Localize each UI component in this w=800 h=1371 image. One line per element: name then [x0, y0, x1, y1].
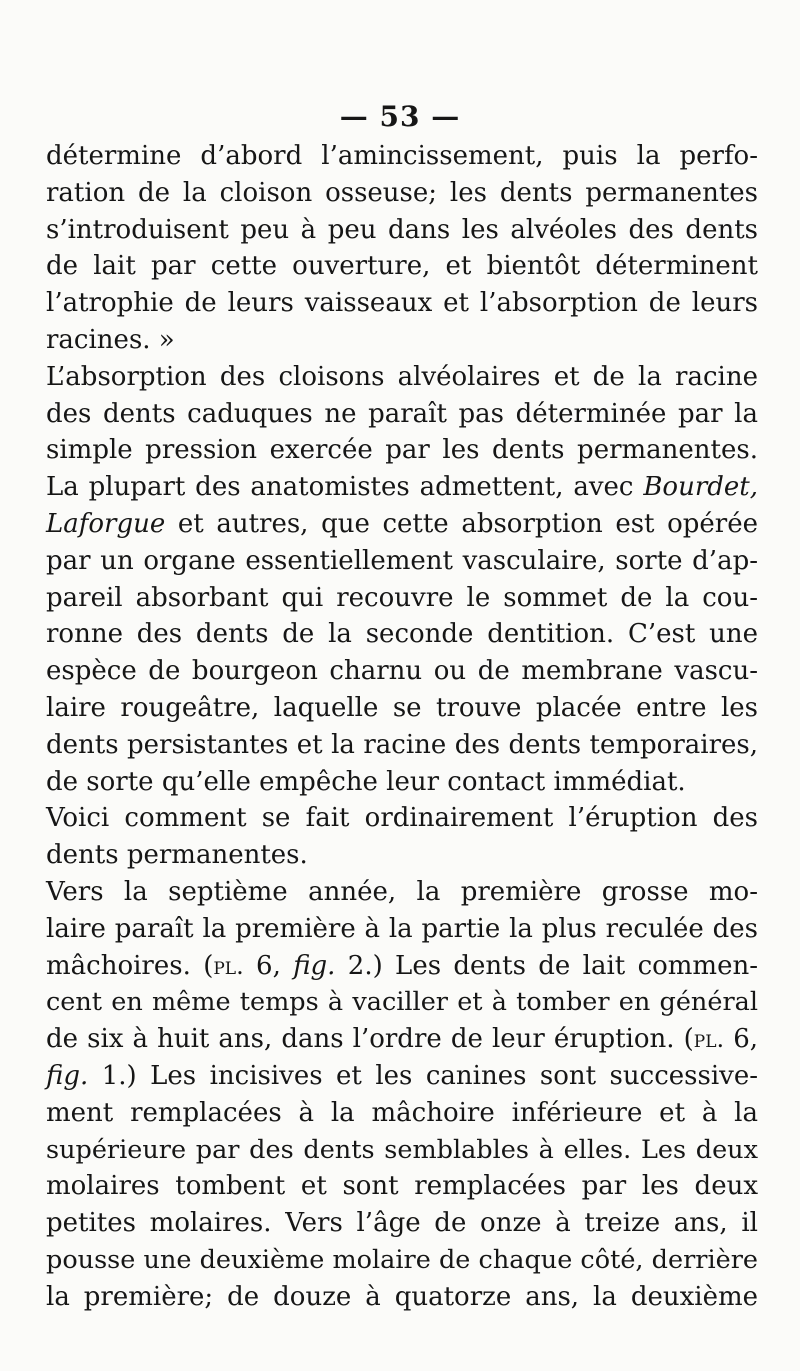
- text-line: [46, 837, 758, 874]
- text-line: [46, 1021, 758, 1058]
- text-span: ment remplacées à la mâchoire inférieure et à la: [46, 1097, 758, 1128]
- text-span: 6,: [724, 1024, 759, 1055]
- text-span: par un organe essentiellement vasculaire, sorte d’ap-: [46, 545, 758, 576]
- text-span: 6,: [243, 950, 294, 981]
- text-line: [46, 396, 758, 433]
- text-span: molaires tombent et sont remplacées par les deux: [46, 1171, 758, 1202]
- text-line: [46, 248, 758, 285]
- text-span: espèce de bourgeon charnu ou de membrane vascu-: [46, 656, 758, 687]
- text-line: [46, 874, 758, 911]
- text-line: [46, 1279, 758, 1316]
- text-line: [46, 580, 758, 617]
- text-line: [46, 359, 758, 396]
- text-line: [46, 727, 758, 764]
- text-span: supérieure par des dents semblables à elles. Les deux: [46, 1134, 758, 1165]
- text-span: des dents caduques ne paraît pas déterminée par la: [46, 398, 758, 429]
- text-span: cent en même temps à vaciller et à tomber en général: [46, 987, 758, 1018]
- text-span: Vers la septième année, la première grosse mo-: [46, 876, 758, 907]
- text-line: [46, 1058, 758, 1095]
- text-span: 1.) Les incisives et les canines sont successive-: [88, 1060, 758, 1091]
- text-line: [46, 653, 758, 690]
- text-line: [46, 322, 758, 359]
- italic-text: Laforgue: [46, 508, 166, 539]
- text-line: [46, 1132, 758, 1169]
- text-span: dents persistantes et la racine des dents temporaires,: [46, 729, 758, 760]
- text-span: 2.) Les dents de lait commen-: [335, 950, 759, 981]
- text-line: [46, 432, 758, 469]
- text-span: pareil absorbant qui recouvre le sommet de la cou-: [46, 582, 758, 613]
- text-line: [46, 1168, 758, 1205]
- text-span: mâchoires. (: [46, 950, 214, 981]
- text-span: de lait par cette ouverture, et bientôt déterminent: [46, 251, 758, 282]
- text-span: pousse une deuxième molaire de chaque côté, derrière: [46, 1244, 758, 1275]
- page-number: — 53 —: [339, 100, 461, 133]
- text-line: [46, 764, 758, 801]
- text-span: laire rougeâtre, laquelle se trouve placée entre les: [46, 692, 758, 723]
- text-span: la première; de douze à quatorze ans, la deuxième: [46, 1281, 758, 1312]
- italic-text: Bourdet,: [643, 472, 758, 503]
- text-line: [46, 175, 758, 212]
- text-line: [46, 285, 758, 322]
- body-text: [46, 138, 758, 1316]
- text-line: [46, 800, 758, 837]
- text-line: [46, 948, 758, 985]
- text-line: [46, 212, 758, 249]
- text-span: dents permanentes.: [46, 840, 308, 871]
- text-span: L’absorption des cloisons alvéolaires et de la racine: [46, 361, 758, 392]
- text-line: [46, 1095, 758, 1132]
- text-line: [46, 506, 758, 543]
- text-span: simple pression exercée par les dents permanentes.: [46, 435, 758, 466]
- text-span: Voici comment se fait ordinairement l’éruption des: [46, 803, 758, 834]
- text-span: détermine d’abord l’amincissement, puis la perfo-: [46, 141, 758, 171]
- text-span: racines. »: [46, 324, 175, 355]
- text-line: [46, 1205, 758, 1242]
- italic-text: fig.: [293, 950, 336, 981]
- text-line: [46, 616, 758, 653]
- italic-text: fig.: [46, 1060, 89, 1091]
- text-span: La plupart des anatomistes admettent, avec: [46, 472, 644, 503]
- text-line: [46, 543, 758, 580]
- text-span: et autres, que cette absorption est opérée: [165, 508, 758, 539]
- text-span: l’atrophie de leurs vaisseaux et l’absorption de leurs: [46, 288, 758, 319]
- text-line: [46, 690, 758, 727]
- small-caps-text: pl.: [213, 951, 244, 980]
- text-line: [46, 469, 758, 506]
- text-span: ronne des dents de la seconde dentition. C’est une: [46, 619, 758, 650]
- text-line: [46, 984, 758, 1021]
- small-caps-text: pl.: [693, 1025, 725, 1054]
- text-span: de sorte qu’elle empêche leur contact immédiat.: [46, 766, 686, 797]
- text-span: laire paraît la première à la partie la plus reculée des: [46, 913, 758, 944]
- text-span: petites molaires. Vers l’âge de onze à treize ans, il: [46, 1208, 758, 1239]
- text-line: [46, 911, 758, 948]
- text-span: ration de la cloison osseuse; les dents permanentes: [46, 177, 758, 208]
- text-line: [46, 138, 758, 175]
- text-line: [46, 1242, 758, 1279]
- text-span: s’introduisent peu à peu dans les alvéoles des dents: [46, 214, 758, 245]
- text-span: de six à huit ans, dans l’ordre de leur éruption. (: [46, 1024, 694, 1055]
